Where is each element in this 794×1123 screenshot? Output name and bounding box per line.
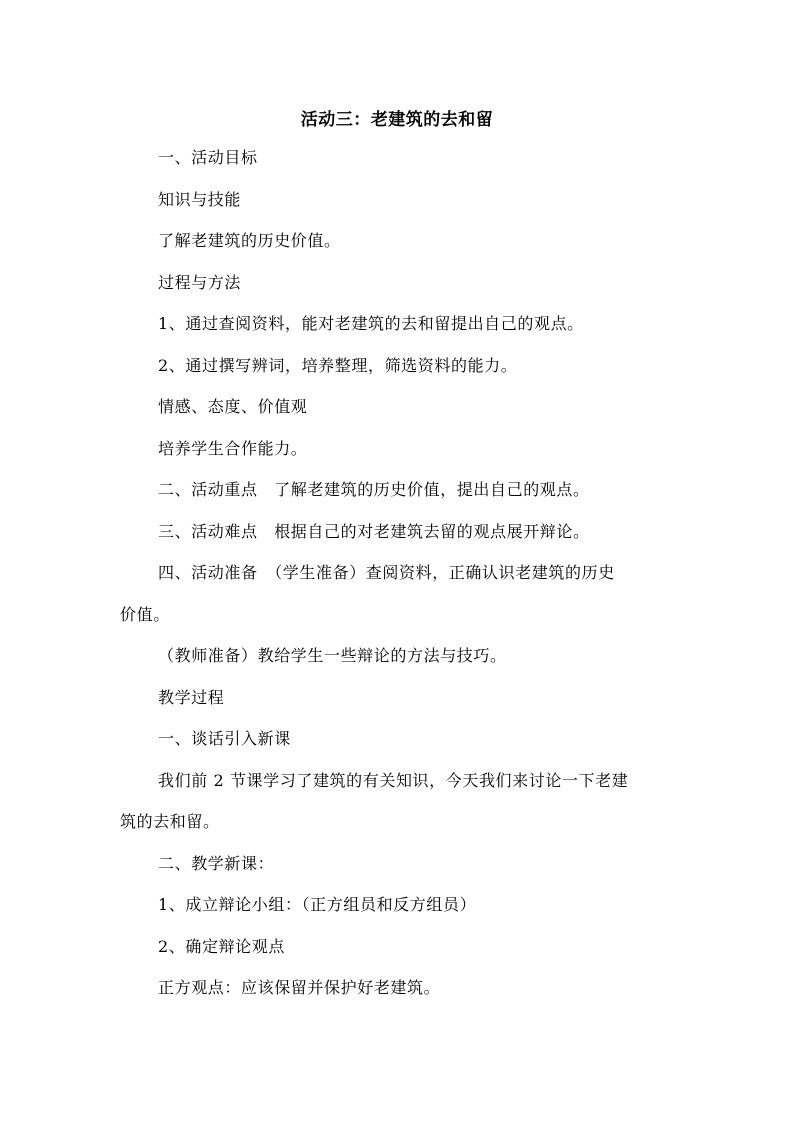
list-item: 2、确定辩论观点	[158, 937, 285, 956]
section-heading-goals: 一、活动目标	[158, 148, 258, 167]
subheading-teaching-process: 教学过程	[158, 688, 225, 707]
list-item: 2、通过撰写辨词，培养整理，筛选资料的能力。	[158, 356, 518, 375]
subheading-process-method: 过程与方法	[158, 273, 242, 292]
document-title: 活动三：老建筑的去和留	[300, 110, 494, 130]
paragraph-line: 筑的去和留。	[120, 812, 220, 831]
subheading-knowledge-skills: 知识与技能	[158, 190, 242, 209]
paragraph-line: 价值。	[120, 605, 170, 624]
paragraph-line: 了解老建筑的历史价值。	[158, 231, 341, 250]
section-heading-difficulties: 三、活动难点 根据自己的对老建筑去留的观点展开辩论。	[158, 522, 590, 541]
paragraph-line: 培养学生合作能力。	[158, 439, 308, 458]
section-heading-new-lesson: 二、教学新课：	[158, 854, 275, 873]
section-heading-key-points: 二、活动重点 了解老建筑的历史价值，提出自己的观点。	[158, 480, 590, 499]
section-heading-preparation: 四、活动准备 （学生准备）查阅资料，正确认识老建筑的历史	[158, 563, 615, 582]
subheading-emotion-attitude: 情感、态度、价值观	[158, 397, 308, 416]
paragraph-line: （教师准备）教给学生一些辩论的方法与技巧。	[158, 646, 507, 665]
list-item: 1、通过查阅资料，能对老建筑的去和留提出自己的观点。	[158, 314, 584, 333]
section-heading-introduction: 一、谈话引入新课	[158, 729, 291, 748]
list-item: 1、成立辩论小组：（正方组员和反方组员）	[158, 895, 477, 914]
paragraph-line: 正方观点：应该保留并保护好老建筑。	[158, 978, 441, 997]
paragraph-line: 我们前 2 节课学习了建筑的有关知识，今天我们来讨论一下老建	[158, 771, 629, 790]
